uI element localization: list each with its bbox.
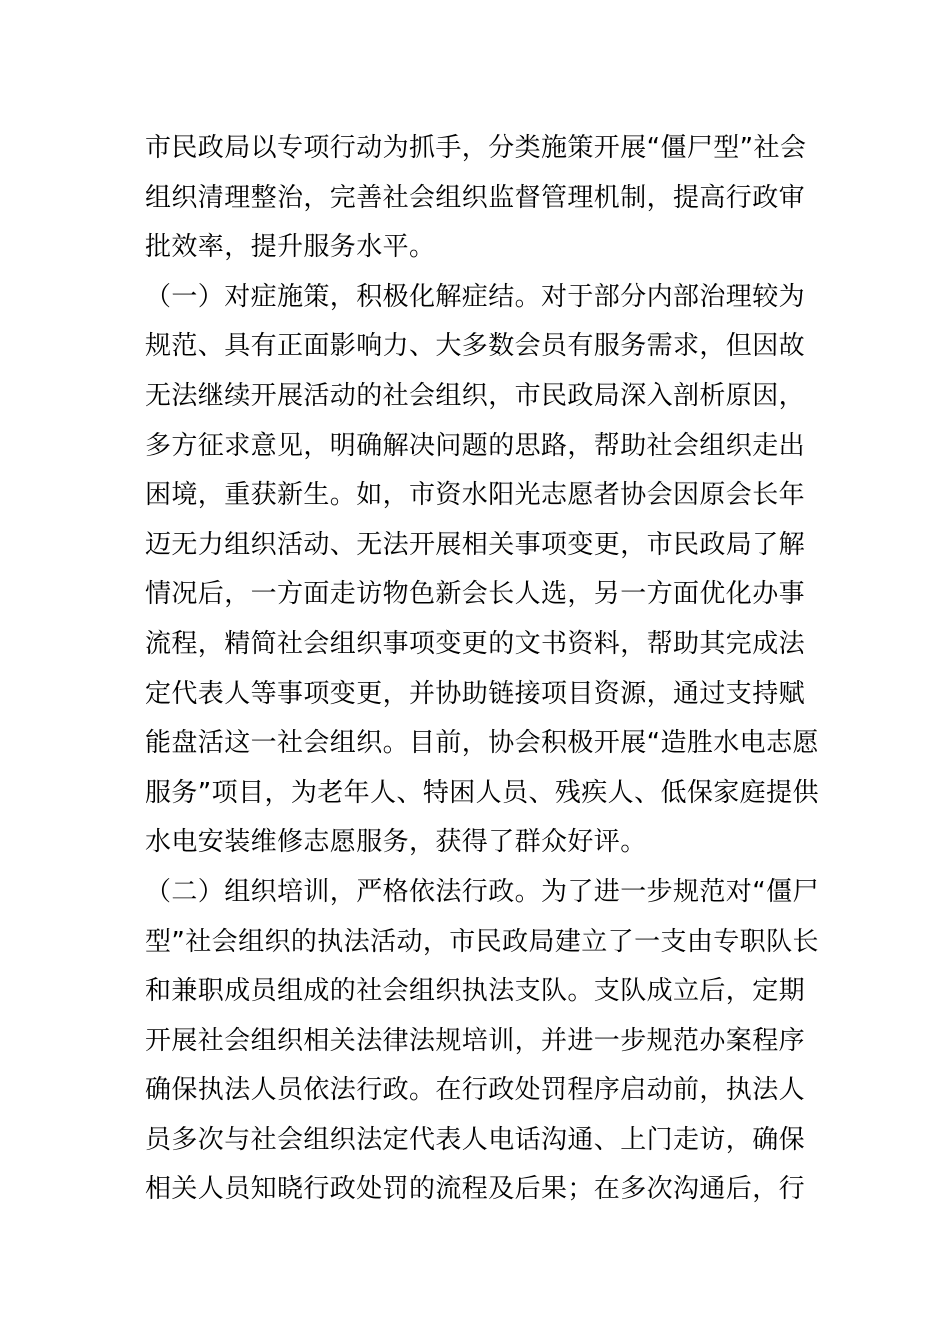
text-line: 无法继续开展活动的社会组织，市民政局深入剖析原因，: [145, 380, 806, 411]
text-line: 批效率，提升服务水平。: [145, 232, 436, 263]
text-line: 确保执法人员依法行政。在行政处罚程序启动前，执法人: [145, 1075, 806, 1106]
text-line: 服务”项目，为老年人、特困人员、残疾人、低保家庭提供: [145, 777, 819, 808]
text-line: 多方征求意见，明确解决问题的思路，帮助社会组织走出: [145, 430, 806, 461]
text-line: 开展社会组织相关法律法规培训，并进一步规范办案程序: [145, 1025, 806, 1056]
section-heading-line: （二）组织培训，严格依法行政。为了进一步规范对“僵尸: [145, 876, 819, 907]
text-line: 组织清理整治，完善社会组织监督管理机制，提高行政审: [145, 182, 806, 213]
text-line: 困境，重获新生。如，市资水阳光志愿者协会因原会长年: [145, 480, 806, 511]
text-line: 迈无力组织活动、无法开展相关事项变更，市民政局了解: [145, 529, 806, 560]
text-line: 流程，精简社会组织事项变更的文书资料，帮助其完成法: [145, 628, 806, 659]
text-line: 能盘活这一社会组织。目前，协会积极开展“造胜水电志愿: [145, 728, 819, 759]
text-line: 员多次与社会组织法定代表人电话沟通、上门走访，确保: [145, 1124, 806, 1155]
text-line: 水电安装维修志愿服务，获得了群众好评。: [145, 827, 647, 858]
section-heading-line: （一）对症施策，积极化解症结。对于部分内部治理较为: [145, 281, 806, 312]
text-line: 市民政局以专项行动为抓手，分类施策开展“僵尸型”社会: [145, 133, 807, 163]
text-line: 型”社会组织的执法活动，市民政局建立了一支由专职队长: [145, 926, 819, 957]
text-line: 相关人员知晓行政处罚的流程及后果；在多次沟通后，行: [145, 1174, 806, 1205]
text-line: 定代表人等事项变更，并协助链接项目资源，通过支持赋: [145, 678, 806, 709]
text-line: 情况后，一方面走访物色新会长人选，另一方面优化办事: [145, 579, 806, 610]
text-line: 和兼职成员组成的社会组织执法支队。支队成立后，定期: [145, 976, 806, 1007]
text-line: 规范、具有正面影响力、大多数会员有服务需求，但因故: [145, 331, 806, 362]
body-text: [145, 124, 819, 1215]
